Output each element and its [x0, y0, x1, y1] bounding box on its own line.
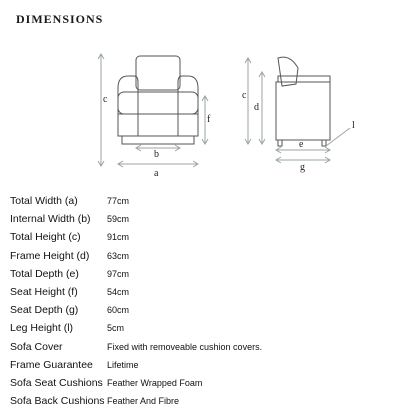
label-c: c — [103, 94, 108, 105]
spec-label: Total Height (c) — [10, 231, 81, 244]
spec-value: 60cm — [107, 305, 130, 316]
label-d: d — [254, 102, 259, 113]
spec-value: 63cm — [107, 250, 130, 261]
table-row — [10, 192, 262, 210]
spec-value: 91cm — [107, 232, 130, 243]
table-row — [10, 374, 262, 392]
spec-value: Feather Wrapped Foam — [107, 377, 203, 388]
label-g: g — [300, 162, 305, 173]
spec-label: Sofa Cover — [10, 340, 63, 353]
dimension-diagram — [0, 36, 412, 186]
table-row — [10, 228, 262, 246]
spec-label: Leg Height (l) — [10, 322, 74, 335]
spec-label: Total Width (a) — [10, 195, 78, 208]
side-view — [242, 57, 355, 173]
spec-value: Lifetime — [107, 359, 139, 370]
table-row — [10, 301, 262, 319]
table-row — [10, 283, 262, 301]
label-l: l — [352, 120, 355, 131]
table-row — [10, 210, 262, 228]
table-row — [10, 265, 262, 283]
page-title: DIMENSIONS — [16, 12, 104, 26]
label-b: b — [154, 149, 159, 160]
spec-label: Sofa Seat Cushions — [10, 376, 103, 389]
table-row — [10, 392, 262, 410]
spec-label: Seat Height (f) — [10, 286, 78, 299]
spec-value: 5cm — [107, 323, 125, 334]
spec-label: Internal Width (b) — [10, 213, 91, 226]
spec-value: Feather And Fibre — [107, 396, 180, 407]
spec-value: 97cm — [107, 268, 130, 279]
spec-label: Frame Guarantee — [10, 358, 93, 371]
spec-value: 59cm — [107, 214, 130, 225]
table-row — [10, 247, 262, 265]
label-a: a — [154, 168, 159, 179]
table-row — [10, 338, 262, 356]
spec-label: Total Depth (e) — [10, 267, 79, 280]
specs-table — [10, 192, 262, 410]
spec-label: Seat Depth (g) — [10, 304, 79, 317]
spec-label: Frame Height (d) — [10, 249, 90, 262]
label-f: f — [207, 114, 211, 125]
spec-value: Fixed with removeable cushion covers. — [107, 341, 263, 352]
spec-value: 54cm — [107, 287, 130, 298]
label-c-side: c — [242, 90, 247, 101]
table-row — [10, 356, 262, 374]
label-e: e — [299, 139, 304, 150]
spec-value: 77cm — [107, 196, 130, 207]
front-view — [98, 54, 211, 179]
table-row — [10, 319, 262, 337]
spec-label: Sofa Back Cushions — [10, 395, 105, 408]
